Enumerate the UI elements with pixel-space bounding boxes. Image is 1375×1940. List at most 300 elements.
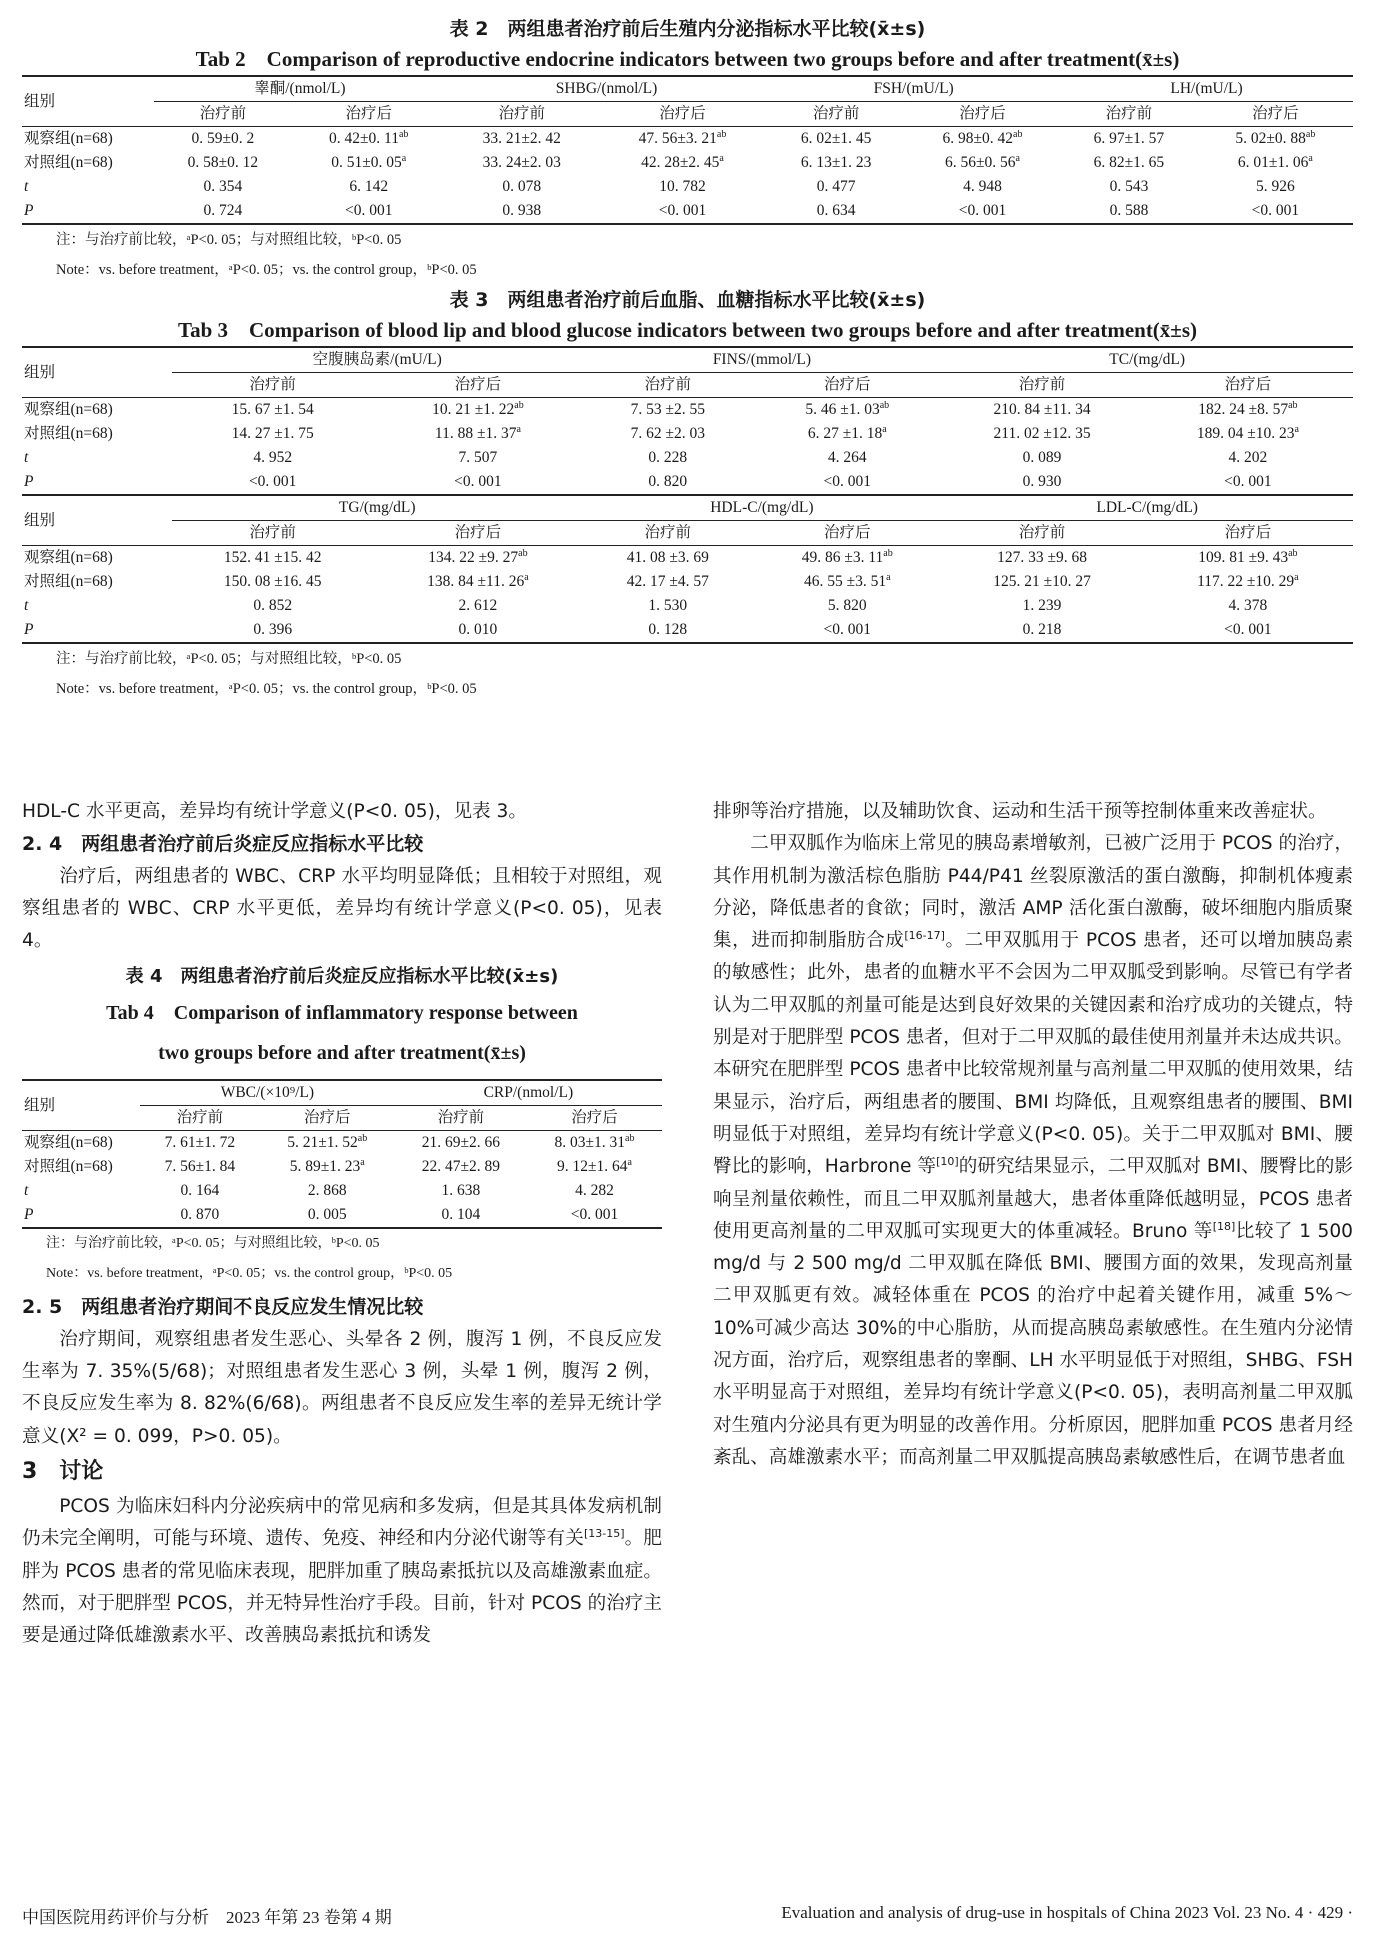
section-heading-2-4: 2. 4 两组患者治疗前后炎症反应指标水平比较 (22, 833, 424, 856)
table-cell (373, 546, 582, 571)
table3-sub-header: 治疗前 (644, 376, 692, 393)
significance-mark: a (516, 423, 521, 435)
paragraph: 排卵等治疗措施，以及辅助饮食、运动和生活干预等控制体重来改善症状。 (713, 801, 1327, 822)
table2-sub-header: 治疗前 (812, 105, 860, 122)
row-label: 对照组(n=68) (24, 573, 113, 590)
table-cell (172, 446, 373, 470)
table4-group-header: 组别 (22, 1080, 140, 1131)
section-heading-3: 3 讨论 (22, 1458, 104, 1484)
table-cell (292, 175, 446, 199)
significance-mark: ab (1288, 399, 1298, 411)
text-run: 。肥胖为 PCOS 患者的常见临床表现，肥胖加重了胰岛素抵抗以及高雄激素血症。然而，对于肥胖型 PCOS，并无特异性治疗手段。目前，针对 PCOS 的治疗主要是通过降低雄激素水平、改善胰岛素抵抗和诱发 (22, 1528, 662, 1647)
table-cell (941, 446, 1142, 470)
cell-value: 42. 28±2. 45 (641, 154, 720, 171)
cell-value: <0. 001 (823, 473, 871, 490)
table3-metric-header: FINS/(mmol/L) (582, 347, 941, 373)
cell-value: 6. 82±1. 65 (1093, 154, 1165, 171)
table-cell (527, 1203, 662, 1228)
table3-sub-header: 治疗后 (1224, 524, 1272, 541)
table2-metric-header: FSH/(mU/L) (767, 76, 1060, 102)
table-cell (753, 398, 941, 423)
table-cell (598, 151, 767, 175)
paragraph (713, 828, 1353, 1474)
table-cell (373, 470, 582, 495)
table-cell (260, 1203, 395, 1228)
cell-value: 2. 868 (307, 1182, 347, 1200)
cell-value: <0. 001 (1224, 621, 1272, 638)
table-cell (446, 127, 598, 152)
table-cell (905, 151, 1060, 175)
cell-value: 10. 21 ±1. 22 (432, 401, 515, 418)
cell-value: <0. 001 (823, 621, 871, 638)
table-cell (582, 470, 753, 495)
cell-value: 14. 27 ±1. 75 (231, 425, 314, 442)
significance-mark: a (719, 152, 724, 164)
row-label: 观察组(n=68) (22, 127, 154, 152)
table4-sub-header: 治疗后 (571, 1109, 618, 1127)
citation: [18] (1212, 1219, 1236, 1233)
significance-mark: a (886, 571, 891, 583)
cell-value: 211. 02 ±12. 35 (993, 425, 1091, 442)
table-cell (941, 594, 1142, 618)
cell-value: 1. 638 (441, 1182, 481, 1200)
cell-value: 7. 53 ±2. 55 (630, 401, 705, 418)
table-cell (1198, 199, 1353, 224)
row-label: P (22, 199, 154, 224)
table-cell (905, 175, 1060, 199)
table-cell (598, 199, 767, 224)
table4-sub-header: 治疗前 (437, 1109, 485, 1127)
cell-value: 4. 948 (963, 178, 1002, 195)
paragraph: HDL-C 水平更高，差异均有统计学意义(P<0. 05)，见表 3。 (22, 801, 527, 822)
significance-mark: ab (716, 128, 727, 140)
table-cell (582, 398, 753, 423)
table2-sub-header: 治疗后 (959, 105, 1006, 122)
table3-sub-header: 治疗后 (1224, 376, 1272, 393)
table-row (22, 1131, 662, 1156)
table-cell (753, 618, 941, 643)
table-cell (767, 127, 905, 152)
cell-value: 4. 378 (1228, 597, 1268, 614)
table-cell (1060, 151, 1198, 175)
table-cell (446, 151, 598, 175)
table-row (22, 1203, 662, 1228)
table-cell (292, 199, 446, 224)
significance-mark: ab (883, 547, 893, 559)
cell-value: 0. 938 (502, 202, 542, 219)
table3-group-header: 组别 (22, 347, 172, 398)
table-row (22, 175, 1353, 199)
cell-value: 46. 55 ±3. 51 (803, 573, 887, 590)
row-label: 观察组(n=68) (22, 1131, 140, 1156)
citation: [10] (936, 1155, 959, 1169)
cell-value: 0. 218 (1022, 621, 1062, 638)
cell-value: 1. 530 (648, 597, 688, 614)
table-cell (172, 470, 373, 495)
table3-sub-header: 治疗后 (454, 376, 502, 393)
table-row (22, 618, 1353, 643)
table-cell (767, 151, 905, 175)
table-cell (527, 1179, 662, 1203)
cell-value: 0. 42±0. 11 (329, 130, 399, 147)
table3-sub-header: 治疗后 (454, 524, 502, 541)
cell-value: 47. 56±3. 21 (638, 130, 717, 147)
row-label: 观察组(n=68) (22, 398, 172, 423)
row-label: 对照组(n=68) (24, 425, 113, 442)
table-cell (1060, 175, 1198, 199)
table-cell (767, 175, 905, 199)
paragraph: 治疗后，两组患者的 WBC、CRP 水平均明显降低；且相较于对照组，观察组患者的 WBC、CRP 水平更低，差异均有统计学意义(P<0. 05)，见表 4。 (22, 865, 662, 952)
row-label: t (24, 597, 29, 614)
row-label: t (24, 449, 29, 466)
table-cell (582, 594, 753, 618)
journal-name-cn: 中国医院用药评价与分析 2023 年第 23 卷第 4 期 (22, 1908, 392, 1927)
table-cell (373, 398, 582, 423)
table3 (22, 346, 1353, 644)
significance-mark: a (1015, 152, 1020, 164)
significance-mark: ab (518, 547, 528, 559)
cell-value: 5. 89±1. 23 (289, 1158, 361, 1176)
table3-sub-header: 治疗后 (823, 524, 871, 541)
table-cell (292, 151, 446, 175)
cell-value: 0. 543 (1109, 178, 1149, 195)
cell-value: 0. 396 (253, 621, 293, 638)
table-row (22, 446, 1353, 470)
cell-value: 109. 81 ±9. 43 (1198, 549, 1289, 566)
significance-mark: a (360, 1157, 365, 1169)
table2-sub-header: 治疗后 (1252, 105, 1299, 122)
table-cell (941, 422, 1142, 446)
cell-value: <0. 001 (454, 473, 502, 490)
table-cell (753, 546, 941, 571)
table-cell (941, 398, 1142, 423)
cell-value: <0. 001 (1224, 473, 1272, 490)
cell-value: 150. 08 ±16. 45 (223, 573, 322, 590)
citation: [13-15] (583, 1527, 625, 1541)
cell-value: 0. 354 (203, 178, 243, 195)
table-cell (395, 1203, 527, 1228)
cell-value: 189. 04 ±10. 23 (1196, 425, 1295, 442)
cell-value: <0. 001 (658, 202, 707, 219)
cell-value: 6. 56±0. 56 (945, 154, 1016, 171)
cell-value: 4. 952 (253, 449, 293, 466)
table-cell (767, 199, 905, 224)
table-cell (582, 422, 753, 446)
table-cell (140, 1179, 260, 1203)
text-run: 比较了 1 500 mg/d 与 2 500 mg/d 二甲双胍在降低 BMI、腰围方面的效果，发现高剂量二甲双胍更有效。减轻体重在 PCOS 的治疗中起着关键作用，减重 5%～10%可减少高达 30%的中心脂肪，从而提高胰岛素敏感性。在生殖内分泌情况方面，治疗后，观察组患者的睾酮、LH 水平明显低于对照组，SHBG、FSH 水平明显高于对照组，差异均有统计学意义(P<0. 05)，表明高剂量二甲双胍对生殖内分泌具有更为明显的改善作用。分析原因，肥胖加重 PCOS 患者月经紊乱、高雄激素水平；而高剂量二甲双胍提高胰岛素敏感性后，在调节患者血 (713, 1220, 1353, 1468)
cell-value: 7. 56±1. 84 (164, 1158, 236, 1176)
table-cell (582, 546, 753, 571)
table3-metric-header: HDL-C/(mg/dL) (582, 495, 941, 521)
table-cell (753, 446, 941, 470)
text-run: PCOS 为临床妇科内分泌疾病中的常见病和多发病，但是其具体发病机制仍未完全阐明，可能与环境、遗传、免疫、神经和内分泌代谢等有关 (22, 1495, 662, 1550)
table3-note-cn: 注：与治疗前比较，ᵃP<0. 05；与对照组比较，ᵇP<0. 05 (56, 651, 402, 667)
table-cell (446, 199, 598, 224)
significance-mark: a (627, 1157, 632, 1169)
table-cell (905, 199, 1060, 224)
table-cell (373, 446, 582, 470)
cell-value: 138. 84 ±11. 26 (427, 573, 525, 590)
table-cell (1143, 446, 1353, 470)
table2-group-header: 组别 (22, 76, 154, 127)
cell-value: 6. 02±1. 45 (800, 130, 872, 147)
table-cell (172, 422, 373, 446)
table-cell (582, 446, 753, 470)
cell-value: 0. 089 (1022, 449, 1062, 466)
row-label: P (22, 618, 172, 643)
table-cell (154, 199, 292, 224)
table-row (22, 1179, 662, 1203)
cell-value: 0. 588 (1109, 202, 1149, 219)
table3-metric-header: 空腹胰岛素/(mU/L) (172, 347, 582, 373)
table-cell (582, 618, 753, 643)
cell-value: 0. 634 (816, 202, 856, 219)
table-cell (373, 422, 582, 446)
table-cell (1143, 470, 1353, 495)
cell-value: 8. 03±1. 31 (554, 1134, 626, 1152)
table3-sub-header: 治疗前 (249, 524, 296, 541)
cell-value: 33. 21±2. 42 (482, 130, 561, 147)
significance-mark: ab (1288, 547, 1298, 559)
significance-mark: ab (1305, 128, 1316, 140)
cell-value: 0. 51±0. 05 (331, 154, 402, 171)
cell-value: <0. 001 (248, 473, 297, 490)
table-cell (395, 1179, 527, 1203)
table3-sub-header: 治疗前 (644, 524, 692, 541)
table-cell (941, 470, 1142, 495)
table3-group-header-b: 组别 (22, 495, 172, 546)
significance-mark: a (1294, 423, 1299, 435)
table4-metric-header: WBC/(×10⁹/L) (140, 1080, 395, 1106)
table-cell (1198, 151, 1353, 175)
table-cell (154, 175, 292, 199)
table-cell (260, 1179, 395, 1203)
significance-mark: ab (625, 1133, 635, 1145)
cell-value: 22. 47±2. 89 (421, 1158, 500, 1176)
right-column (713, 796, 1353, 1474)
significance-mark: a (401, 152, 407, 164)
table-cell (1143, 618, 1353, 643)
table4-sub-header: 治疗前 (176, 1109, 224, 1127)
table3-metric-header: LDL-C/(mg/dL) (941, 495, 1353, 521)
table-cell (1198, 175, 1353, 199)
cell-value: 210. 84 ±11. 34 (993, 401, 1091, 418)
table-cell (905, 127, 1060, 152)
table2-sub-header: 治疗前 (199, 105, 247, 122)
table-cell (1060, 127, 1198, 152)
cell-value: 7. 61±1. 72 (164, 1134, 236, 1152)
table-cell (753, 570, 941, 594)
paragraph (22, 1491, 662, 1652)
table-cell (1060, 199, 1198, 224)
table-cell (260, 1131, 395, 1156)
table2-caption-cn: 表 2 两组患者治疗前后生殖内分泌指标水平比较(x̄±s) (449, 18, 926, 40)
table-row (22, 546, 1353, 571)
cell-value: 0. 724 (203, 202, 243, 219)
cell-value: 127. 33 ±9. 68 (997, 549, 1087, 566)
table2-note-en: Note：vs. before treatment，ᵃP<0. 05；vs. the control group，ᵇP<0. 05 (56, 262, 477, 278)
table-cell (941, 570, 1142, 594)
cell-value: 6. 97±1. 57 (1093, 130, 1165, 147)
table-cell (1198, 127, 1353, 152)
cell-value: 0. 820 (648, 473, 688, 490)
cell-value: 6. 01±1. 06 (1237, 154, 1309, 171)
left-column (22, 796, 662, 1652)
cell-value: 125. 21 ±10. 27 (993, 573, 1091, 590)
table4-caption-en-1: Tab 4 Comparison of inflammatory response between (106, 1002, 578, 1025)
cell-value: 5. 46 ±1. 03 (805, 401, 880, 418)
table-cell (1143, 398, 1353, 423)
cell-value: 7. 62 ±2. 03 (630, 425, 705, 442)
table-cell (395, 1155, 527, 1179)
text-run: 二甲双胍作为临床上常见的胰岛素增敏剂，已被广泛用于 PCOS 的治疗，其作用机制为激活棕色脂肪 P44/P41 丝裂原激活的蛋白激酶，抑制机体瘦素分泌，降低患者的食欲；同时，激活 AMP 活化蛋白激酶，破坏细胞内脂质聚集，进而抑制脂肪合成 (713, 833, 1353, 952)
table2 (22, 75, 1353, 225)
table4-caption-cn: 表 4 两组患者治疗前后炎症反应指标水平比较(x̄±s) (125, 966, 559, 988)
table-row (22, 199, 1353, 224)
cell-value: 152. 41 ±15. 42 (223, 549, 322, 566)
row-label: P (22, 1203, 140, 1228)
cell-value: <0. 001 (344, 202, 393, 219)
table-cell (753, 422, 941, 446)
table-cell (292, 127, 446, 152)
cell-value: 0. 59±0. 2 (191, 130, 255, 147)
table3-note-en: Note：vs. before treatment，ᵃP<0. 05；vs. the control group，ᵇP<0. 05 (56, 681, 477, 697)
paragraph: 治疗期间，观察组患者发生恶心、头晕各 2 例，腹泻 1 例，不良反应发生率为 7. 35%(5/68)；对照组患者发生恶心 3 例，头晕 1 例，腹泻 2 例，不良反应发生率为 8. 82%(6/68)。两组患者不良反应发生率的差异无统计学意义(Χ² = 0. 099，P>0. 05)。 (22, 1328, 662, 1447)
table-cell (941, 618, 1142, 643)
cell-value: 7. 507 (458, 449, 498, 466)
upper-tables (22, 14, 1353, 704)
significance-mark: ab (1013, 128, 1023, 140)
cell-value: 15. 67 ±1. 54 (231, 401, 314, 418)
table3-metric-header: TG/(mg/dL) (172, 495, 582, 521)
cell-value: 10. 782 (659, 178, 706, 195)
cell-value: 33. 24±2. 03 (482, 154, 561, 171)
table-cell (527, 1155, 662, 1179)
table-cell (140, 1203, 260, 1228)
table-cell (154, 127, 292, 152)
table-cell (598, 175, 767, 199)
cell-value: 0. 078 (502, 178, 542, 195)
table-cell (582, 570, 753, 594)
cell-value: 182. 24 ±8. 57 (1198, 401, 1289, 418)
table-cell (598, 127, 767, 152)
table4-sub-header: 治疗后 (304, 1109, 351, 1127)
cell-value: 4. 202 (1228, 449, 1268, 466)
significance-mark: ab (357, 1133, 368, 1145)
cell-value: 4. 282 (575, 1182, 614, 1200)
table-cell (395, 1131, 527, 1156)
table-cell (1143, 594, 1353, 618)
cell-value: 0. 128 (648, 621, 688, 638)
table2-metric-header: LH/(mU/L) (1060, 76, 1353, 102)
significance-mark: a (1308, 152, 1313, 164)
table2-sub-header: 治疗后 (659, 105, 706, 122)
cell-value: 0. 164 (180, 1182, 220, 1200)
table-row (22, 470, 1353, 495)
cell-value: 0. 870 (180, 1206, 220, 1224)
table2-sub-header: 治疗后 (345, 105, 392, 122)
table-cell (373, 618, 582, 643)
table4 (22, 1079, 662, 1229)
table2-metric-header: 睾酮/(nmol/L) (154, 76, 446, 102)
cell-value: 11. 88 ±1. 37 (434, 425, 517, 442)
table-cell (373, 570, 582, 594)
table-row (22, 422, 1353, 446)
table-row (22, 398, 1353, 423)
table2-sub-header: 治疗前 (498, 105, 546, 122)
table4-note-en: Note：vs. before treatment，ᵃP<0. 05；vs. the control group，ᵇP<0. 05 (46, 1266, 453, 1282)
table-cell (140, 1155, 260, 1179)
cell-value: 41. 08 ±3. 69 (626, 549, 709, 566)
row-label: 对照组(n=68) (24, 1158, 113, 1176)
table-cell (260, 1155, 395, 1179)
table3-caption-cn: 表 3 两组患者治疗前后血脂、血糖指标水平比较(x̄±s) (449, 289, 926, 311)
table3-sub-header: 治疗前 (1018, 376, 1066, 393)
cell-value: 0. 477 (816, 178, 856, 195)
row-label: t (24, 178, 29, 195)
table-cell (172, 618, 373, 643)
table-cell (154, 151, 292, 175)
cell-value: <0. 001 (958, 202, 1007, 219)
table2-note-cn: 注：与治疗前比较，ᵃP<0. 05；与对照组比较，ᵇP<0. 05 (56, 232, 402, 248)
table-row (22, 570, 1353, 594)
table-cell (172, 398, 373, 423)
cell-value: 0. 852 (253, 597, 293, 614)
cell-value: 6. 13±1. 23 (800, 154, 872, 171)
citation: [16-17] (904, 929, 945, 942)
table-cell (527, 1131, 662, 1156)
table-cell (1143, 546, 1353, 571)
table3-sub-header: 治疗前 (1018, 524, 1066, 541)
table-cell (446, 175, 598, 199)
table-cell (172, 570, 373, 594)
table2-sub-header: 治疗前 (1105, 105, 1153, 122)
significance-mark: ab (398, 128, 409, 140)
cell-value: 2. 612 (458, 597, 498, 614)
table-cell (753, 470, 941, 495)
table-row (22, 1155, 662, 1179)
significance-mark: ab (879, 399, 890, 411)
cell-value: 9. 12±1. 64 (557, 1158, 628, 1176)
significance-mark: ab (514, 399, 524, 411)
section-heading-2-5: 2. 5 两组患者治疗期间不良反应发生情况比较 (22, 1296, 424, 1319)
table2-metric-header: SHBG/(nmol/L) (446, 76, 767, 102)
table-row (22, 127, 1353, 152)
row-label: t (24, 1182, 29, 1200)
cell-value: 0. 930 (1022, 473, 1062, 490)
row-label: P (24, 473, 34, 490)
cell-value: 5. 820 (827, 597, 867, 614)
row-label: 观察组(n=68) (22, 546, 172, 571)
table4-note-cn: 注：与治疗前比较，ᵃP<0. 05；与对照组比较，ᵇP<0. 05 (46, 1236, 380, 1252)
cell-value: 1. 239 (1022, 597, 1062, 614)
table-row (22, 151, 1353, 175)
cell-value: <0. 001 (570, 1206, 619, 1224)
cell-value: 42. 17 ±4. 57 (626, 573, 709, 590)
cell-value: 4. 264 (827, 449, 867, 466)
cell-value: 21. 69±2. 66 (421, 1134, 500, 1152)
table-cell (1143, 422, 1353, 446)
table-row (22, 594, 1353, 618)
cell-value: 5. 926 (1256, 178, 1295, 195)
cell-value: 0. 010 (458, 621, 498, 638)
cell-value: 6. 142 (349, 178, 389, 195)
table-cell (373, 594, 582, 618)
table3-metric-header: TC/(mg/dL) (941, 347, 1353, 373)
table-cell (1143, 570, 1353, 594)
cell-value: 0. 005 (307, 1206, 347, 1224)
cell-value: 49. 86 ±3. 11 (801, 549, 884, 566)
